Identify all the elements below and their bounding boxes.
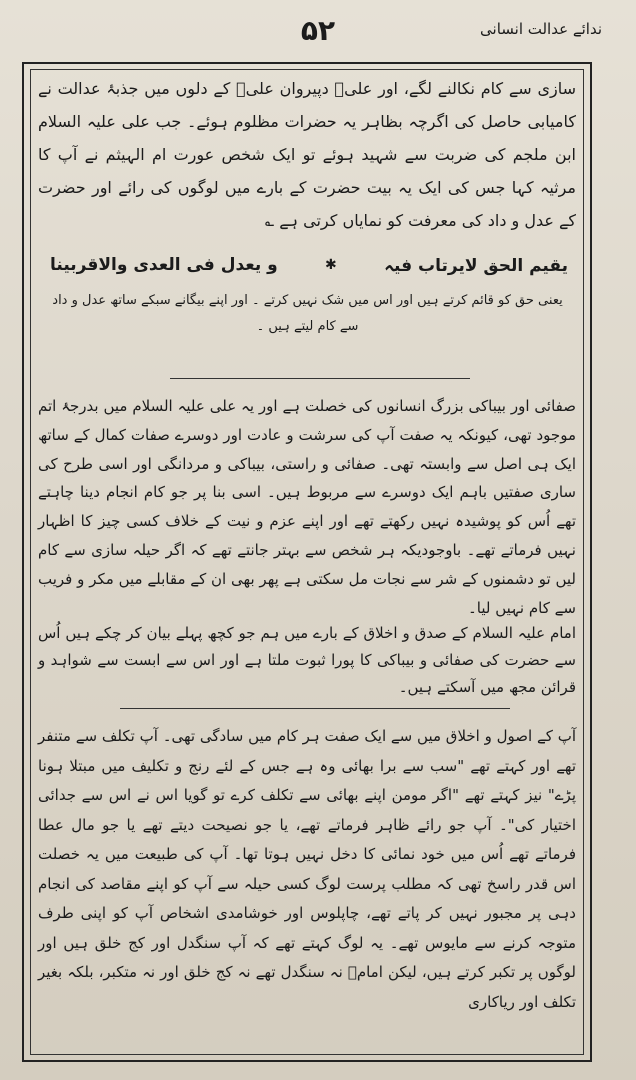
page-number: ۵۲ [300,14,336,47]
section-divider [120,708,510,709]
running-title: ندائے عدالت انسانی [480,20,602,38]
verse-translation: یعنی حق کو قائم کرتے ہیں اور اس میں شک نہیں کرتے ۔ اور اپنے بیگانے سبکے ساتھ عدل و داد سے کام لیتے ہیں ۔ [52,293,563,334]
paragraph-evidence [38,620,576,700]
section-divider [170,378,470,379]
paragraph-text: امام علیہ السلام کے صدق و اخلاق کے بارے میں ہم جو کچھ پہلے بیان کر چکے ہیں اُس سے حضرت کی صفائی و بیباکی کا پورا ثبوت ملتا ہے اور اس سے ابست سے شواہد و قرائن مجھ میں آسکتے ہیں۔ [38,624,576,696]
paragraph-text: صفائی اور بیباکی بزرگ انسانوں کی خصلت ہے اور یہ علی علیہ السلام میں بدرجۂ اتم موجود تھی، کیونکہ یہ صفت آپ کی سرشت و عادت اور دوسرے صفات کمال کے ساتھ ایک ہی اصل سے وابستہ تھی۔ صفائی و راستی، بیباکی و مردانگی اور اسی طرح کی ساری صفتیں باہم ایک دوسرے سے مربوط ہیں۔ اسی بنا پر جو کام انجام دینا چاہتے تھے اُس کو پوشیدہ نہیں رکھتے تھے اور اپنے عزم و نیت کے خلاف کسی چیز کا اظہار نہیں فرماتے تھے۔ باوجودیکہ ہر شخص سے بہتر جانتے تھے کہ اگر حیلہ سازی سے کام لیں تو دشمنوں کے شر سے نجات مل سکتی ہے پھر بھی ان کے مقابلے میں مکر و فریب سے کام نہیں لیا۔ [38,397,576,617]
paragraph-simplicity [38,722,576,1052]
verse-hemistich-second: و یعدل فی العدی والاقربینا [50,255,278,275]
verse-hemistich-first: یقیم الحق لایرتاب فیہ [384,255,568,276]
star-ornament-icon: ✱ [325,257,337,273]
paragraph-intro [38,72,576,242]
paragraph-text: سازی سے کام نکالنے لگے، اور علیؑ دپیروان علیؑ کے دلوں میں جذبۂ عدالت نے کامیابی حاصل کی اگرچہ بظاہر یہ حضرات مظلوم ہوئے۔ جب علی علیہ السلام ابن ملجم کی ضربت سے شہید ہوئے تو ایک شخص عورت ام الہیثم نے آپ کا مرثیہ کہا جس کی ایک یہ بیت حضرت کے بارے میں لوگوں کی رائے اور حضرت کے عدل و داد کی معرفت کو نمایاں کرتی ہے ؎ [38,79,576,230]
verse-couplet [50,250,568,280]
paragraph-text: آپ کے اصول و اخلاق میں سے ایک صفت ہر کام میں سادگی تھی۔ آپ تکلف سے متنفر تھے اور کہتے تھے "سب سے برا بھائی وہ ہے جس کے لئے رنج و تکلیف میں مبتلا ہونا پڑے" نیز کہتے تھے "اگر مومن اپنے بھائی سے تکلف کرے تو گویا اس نے اس سے جدائی اختیار کی"۔ آپ جو رائے ظاہر فرماتے تھے، یا جو نصیحت دیتے تھے یا جو مال عطا فرماتے تھے اُس میں خود نمائی کا دخل نہیں ہوتا تھا۔ آپ کی طبیعت میں یہ خصلت اس قدر راسخ تھی کہ مطلب پرست لوگ کسی حیلہ سے آپ کو اپنے مقاصد کی انجام دہی پر مجبور نہیں کر پاتے تھے، چاپلوس اور خوشامدی اشخاص آپ کو اپنی طرف متوجہ کرنے سے مایوس تھے۔ یہ لوگ کہتے تھے کہ آپ سنگدل اور کج خلق ہیں اور لوگوں پر تکبر کرتے ہیں، لیکن امامؑ نہ سنگدل تھے نہ کج خلق اور نہ متکبر، بلکہ بغیر تکلف اور ریاکاری [38,727,576,1011]
